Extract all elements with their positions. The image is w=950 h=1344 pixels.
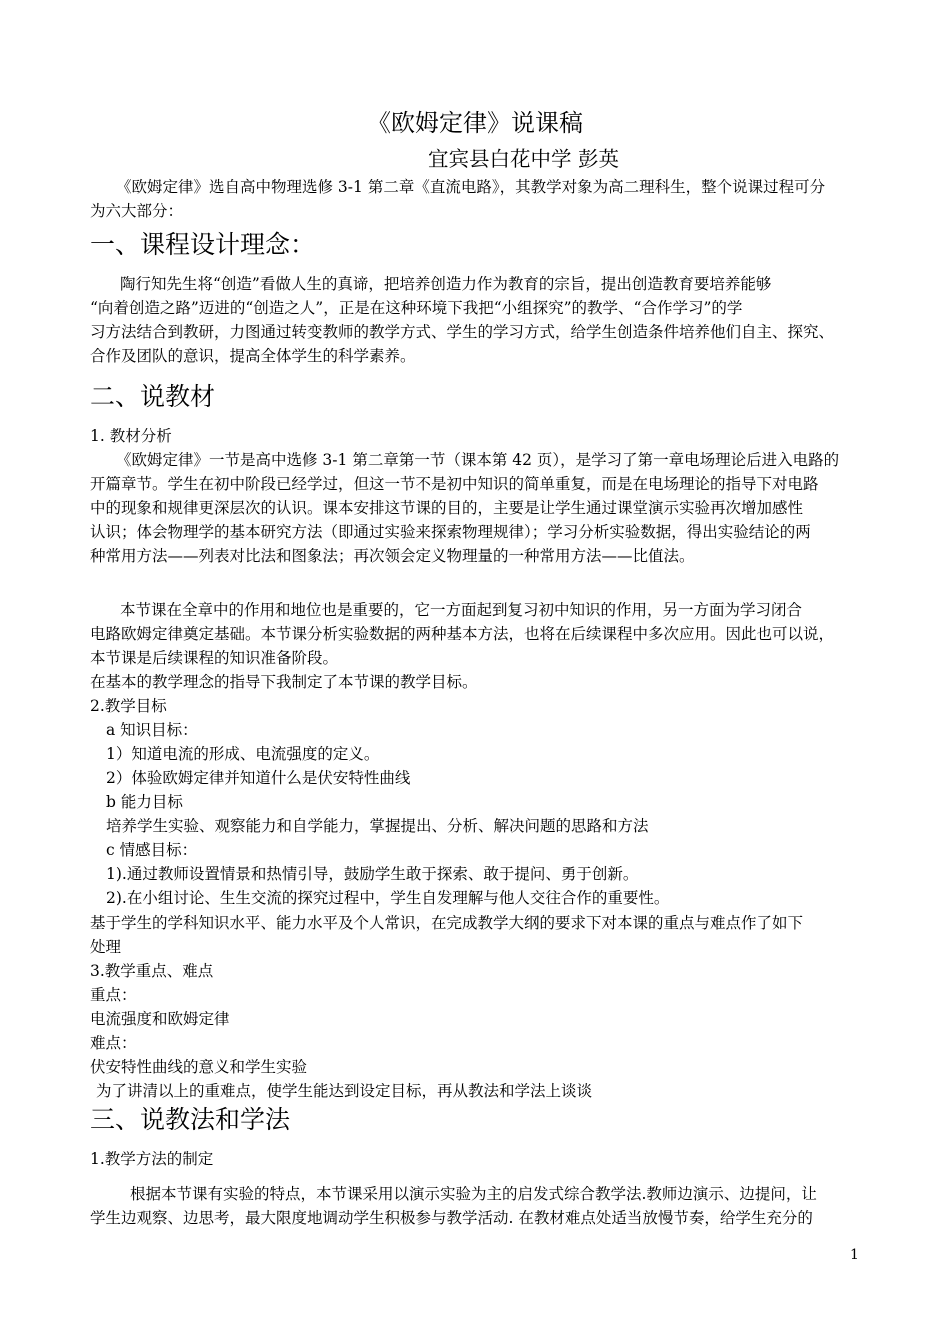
sec2-p2-line-4: 在基本的教学理念的指导下我制定了本节课的教学目标。 — [90, 673, 478, 691]
sec2-subheading-3: 3.教学重点、难点 — [90, 962, 214, 980]
section-heading-3: 三、说教法和学法 — [90, 1105, 291, 1134]
sec3-line-1: 根据本节课有实验的特点，本节课采用以演示实验为主的启发式综合教学法.教师边演示、边提问，让 — [130, 1185, 817, 1203]
sec2-p1-line-2: 开篇章节。学生在初中阶段已经学过，但这一节不是初中知识的简单重复，而是在电场理论的指导下对电路 — [90, 475, 819, 493]
goal-ability-text: 培养学生实验、观察能力和自学能力，掌握提出、分析、解决问题的思路和方法 — [106, 817, 649, 835]
difficult-point-text: 伏安特性曲线的意义和学生实验 — [90, 1058, 308, 1076]
sec2-p1-line-1: 《欧姆定律》一节是高中选修 3-1 第二章第一节（课本第 42 页），是学习了第一章电场理论后进入电路的 — [116, 451, 840, 469]
sec2-p1-line-5: 种常用方法——列表对比法和图象法；再次领会定义物理量的一种常用方法——比值法。 — [90, 547, 695, 565]
sec1-line-3: 习方法结合到教研，力图通过转变教师的教学方式、学生的学习方式，给学生创造条件培养他们自主、探究、 — [90, 323, 835, 341]
goal-emotion-2: 2).在小组讨论、生生交流的探究过程中，学生自发理解与他人交往合作的重要性。 — [106, 889, 670, 907]
author-line: 宜宾县白花中学 彭英 — [428, 147, 620, 171]
sec2-p2-line-1: 本节课在全章中的作用和地位也是重要的，它一方面起到复习初中知识的作用，另一方面为学习闭合 — [120, 601, 803, 619]
document-title: 《欧姆定律》说课稿 — [367, 109, 583, 137]
sec1-line-1: 陶行知先生将“创造”看做人生的真谛，把培养创造力作为教育的宗旨，提出创造教育要培养能够 — [120, 275, 772, 293]
sec1-line-4: 合作及团队的意识，提高全体学生的科学素养。 — [90, 347, 416, 365]
goal-emotion-label: c 情感目标： — [106, 841, 198, 859]
goal-knowledge-1: 1）知道电流的形成、电流强度的定义。 — [106, 745, 380, 763]
sec2-p3-line-1: 基于学生的学科知识水平、能力水平及个人常识，在完成教学大纲的要求下对本课的重点与难点作了如下 — [90, 914, 804, 932]
key-point-label: 重点： — [90, 986, 137, 1004]
difficult-point-label: 难点： — [90, 1034, 137, 1052]
sec2-p2-line-2: 电路欧姆定律奠定基础。本节课分析实验数据的两种基本方法，也将在后续课程中多次应用。因此也可以说， — [90, 625, 835, 643]
sec2-p2-line-3: 本节课是后续课程的知识准备阶段。 — [90, 649, 339, 667]
goal-knowledge-2: 2）体验欧姆定律并知道什么是伏安特性曲线 — [106, 769, 411, 787]
intro-line-2: 为六大部分： — [90, 202, 184, 220]
goal-ability-label: b 能力目标 — [106, 793, 183, 811]
transition-line: 为了讲清以上的重难点，使学生能达到设定目标，再从教法和学法上谈谈 — [96, 1082, 593, 1100]
sec2-subheading-1: 1. 教材分析 — [90, 427, 172, 445]
sec2-p1-line-4: 认识；体会物理学的基本研究方法（即通过实验来探索物理规律）；学习分析实验数据，得出实验结论的两 — [90, 523, 811, 541]
sec3-line-2: 学生边观察、边思考，最大限度地调动学生积极参与教学活动. 在教材难点处适当放慢节奏，给学生充分的 — [90, 1209, 813, 1227]
section-heading-1: 一、课程设计理念： — [90, 230, 316, 259]
sec2-p1-line-3: 中的现象和规律更深层次的认识。课本安排这节课的目的，主要是让学生通过课堂演示实验再次增加感性 — [90, 499, 804, 517]
sec2-subheading-2: 2.教学目标 — [90, 697, 167, 715]
key-point-text: 电流强度和欧姆定律 — [90, 1010, 230, 1028]
sec3-subheading-1: 1.教学方法的制定 — [90, 1150, 214, 1168]
goal-knowledge-label: a 知识目标： — [106, 721, 198, 739]
sec2-p3-line-2: 处理 — [90, 938, 122, 956]
page-number: 1 — [850, 1247, 859, 1263]
goal-emotion-1: 1).通过教师设置情景和热情引导，鼓励学生敢于探索、敢于提问、勇于创新。 — [106, 865, 639, 883]
sec1-line-2: “向着创造之路”迈进的“创造之人”，正是在这种环境下我把“小组探究”的教学、“合作学习”的学 — [90, 299, 743, 317]
section-heading-2: 二、说教材 — [90, 382, 216, 411]
intro-line-1: 《欧姆定律》选自高中物理选修 3-1 第二章《直流电路》，其教学对象为高二理科生，整个说课过程可分 — [116, 178, 826, 196]
